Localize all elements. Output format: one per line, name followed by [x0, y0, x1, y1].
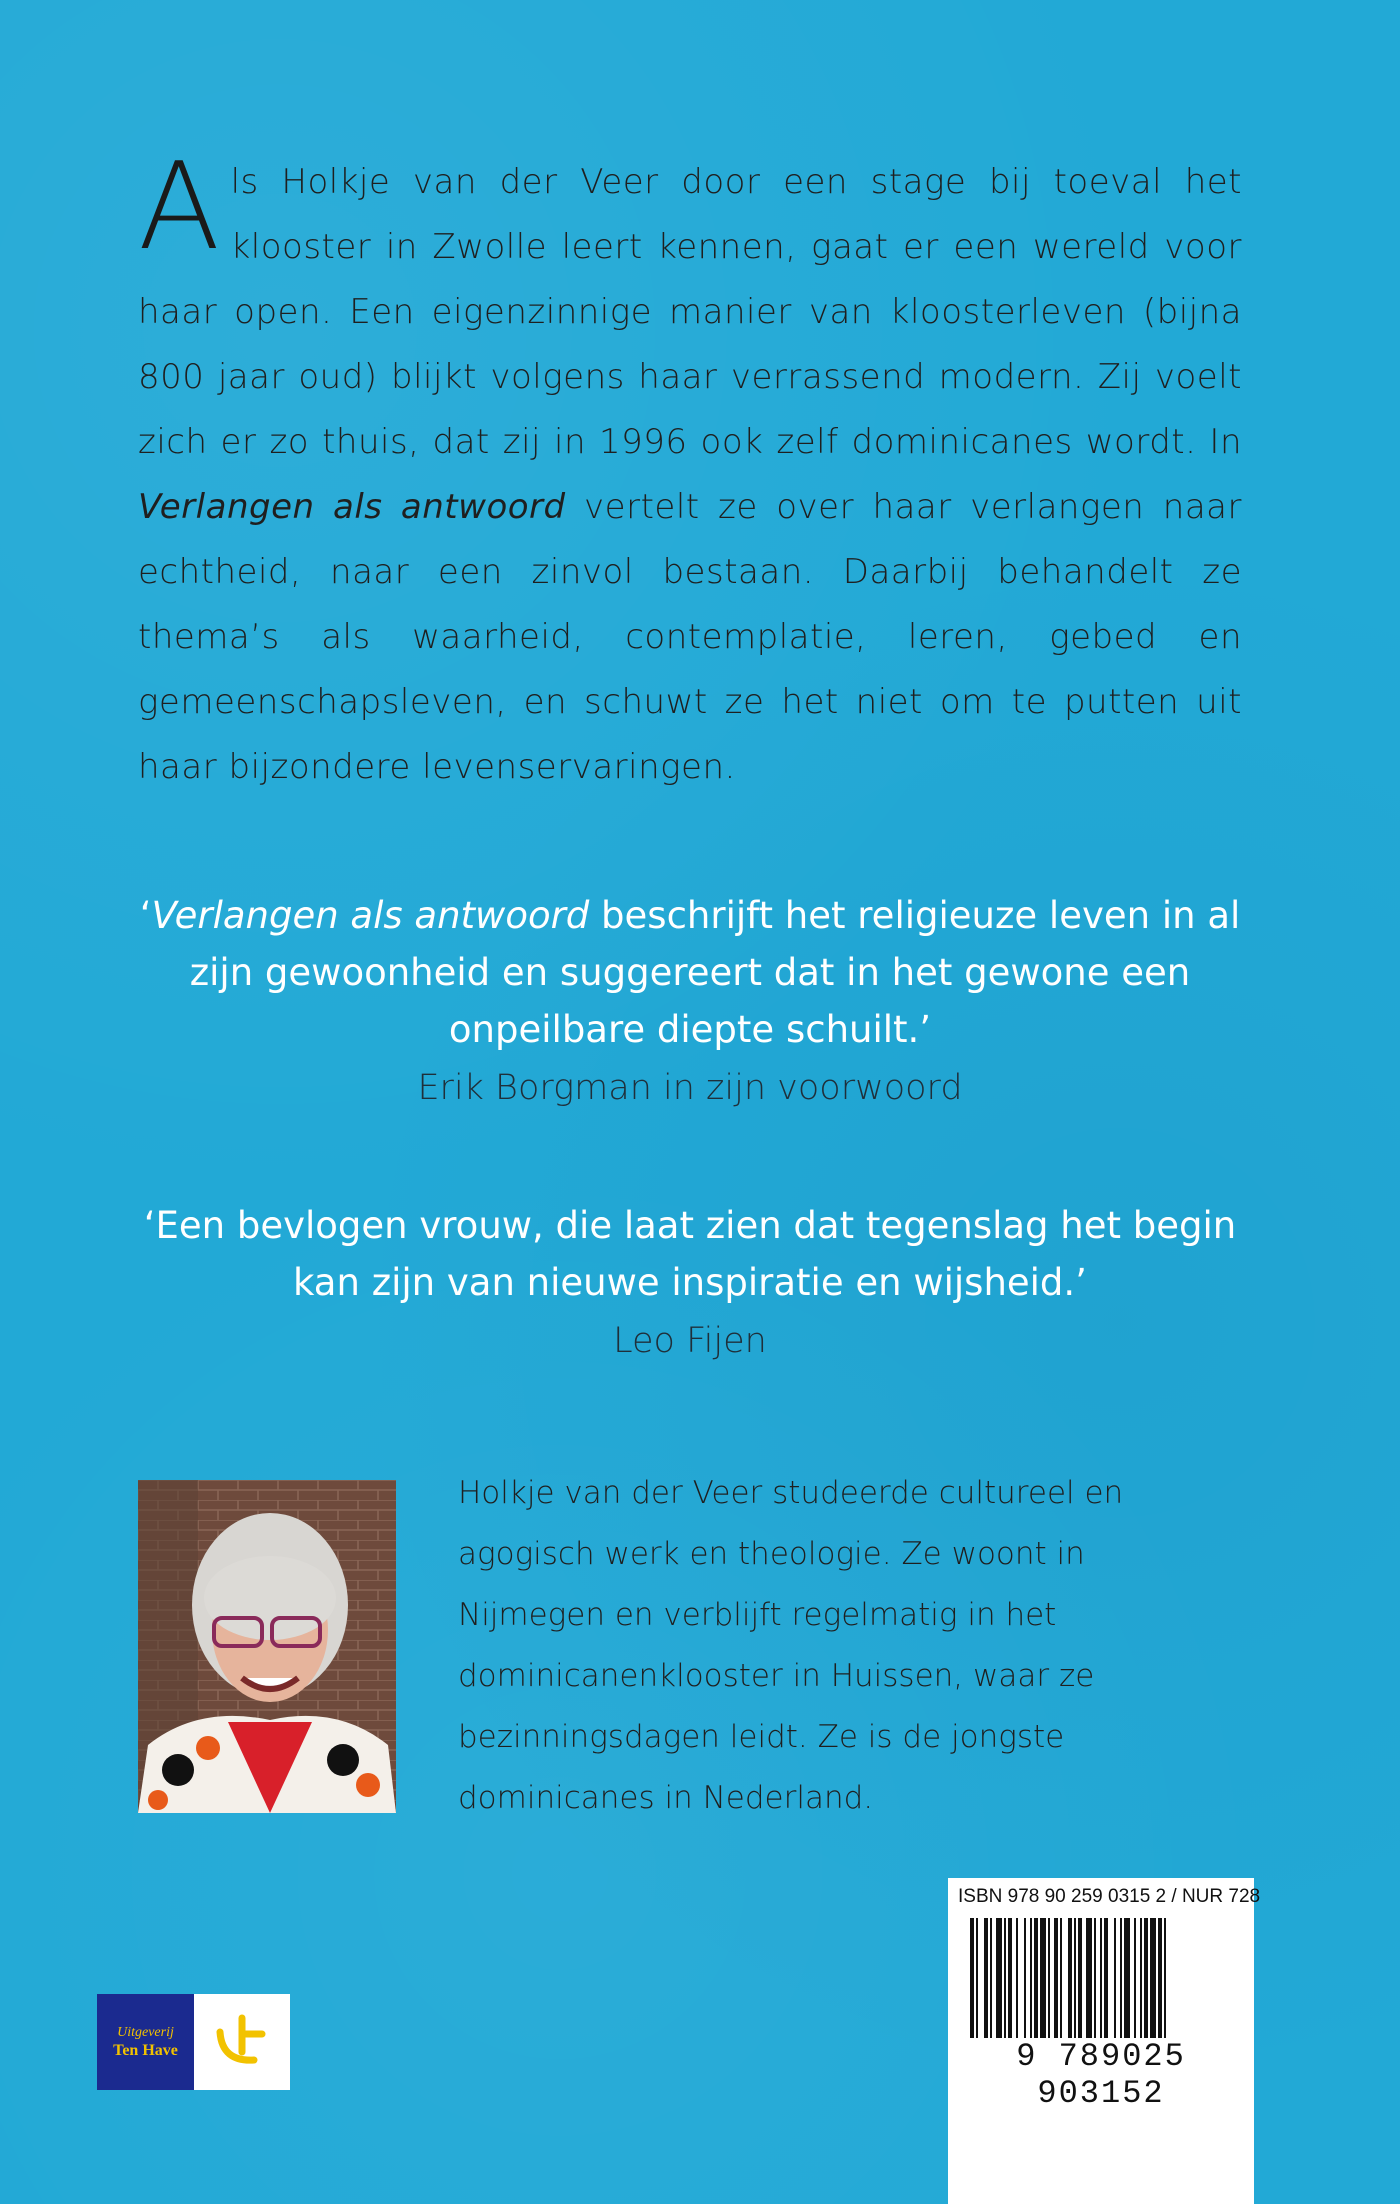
blurb-part-1: ls Holkje van der Veer door een stage bij toeval het klooster in Zwolle leert kennen, gaat er een wereld voor haar open. Een eigenzinnige manier van kloosterleven (bijna 800 jaar oud) blijkt volgens haar verrassend modern. Zij voelt zich er zo thuis, dat zij in 1996 ook zelf dominicanes wordt. In — [138, 162, 1242, 462]
publisher-name-block — [97, 1994, 194, 2090]
barcode-bar — [1024, 1918, 1026, 2038]
barcode-bar — [1086, 1918, 1092, 2038]
barcode-bar — [1134, 1918, 1136, 2038]
barcode-bar — [1120, 1918, 1122, 2038]
barcode-bar — [1094, 1918, 1096, 2038]
barcode-bar — [1060, 1918, 1062, 2038]
barcode-bar — [1150, 1918, 1156, 2038]
barcode-icon — [970, 1918, 1232, 2038]
quote-borgman-author: Erik Borgman in zijn voorwoord — [417, 1068, 963, 1108]
barcode-bar — [1074, 1918, 1076, 2038]
barcode-bar — [1100, 1918, 1102, 2038]
drop-cap: A — [138, 138, 221, 277]
barcode-bar — [1048, 1918, 1050, 2038]
barcode-bar — [984, 1918, 988, 2038]
author-photo — [138, 1480, 396, 1813]
quote-borgman-text: ‘Verlangen als antwoord beschrijft het religieuze leven in al zijn gewoonheid en suggereert dat in het gewone een onpeilbare diepte schuilt.’ — [139, 894, 1241, 1051]
quote-book-title: Verlangen als antwoord — [151, 894, 590, 937]
barcode-bar — [1124, 1918, 1130, 2038]
barcode-bar — [990, 1918, 992, 2038]
author-bio: Holkje van der Veer studeerde cultureel en agogisch werk en theologie. Ze woont in Nijmegen en verblijft regelmatig in het dominicanenklooster in Huissen, waar ze bezinningsdagen leidt. Ze is de jongste dominicanes in Nederland. — [458, 1475, 1124, 1816]
barcode-bar — [1104, 1918, 1108, 2038]
barcode-bar — [1114, 1918, 1116, 2038]
barcode-bar — [1034, 1918, 1038, 2038]
barcode-bar — [1078, 1918, 1082, 2038]
isbn-line: ISBN 978 90 259 0315 2 / NUR 728 — [958, 1886, 1261, 1907]
back-cover-blurb — [138, 138, 1242, 800]
barcode-bar — [1158, 1918, 1162, 2038]
quote-fijen-author: Leo Fijen — [613, 1321, 767, 1361]
publisher-line-2: Ten Have — [113, 2042, 178, 2059]
barcode-bar — [1144, 1918, 1148, 2038]
barcode-bar — [1164, 1918, 1166, 2038]
barcode-bar — [1016, 1918, 1018, 2038]
barcode-bar — [996, 1918, 1002, 2038]
blurb-book-title: Verlangen als antwoord — [138, 487, 566, 527]
barcode-bar — [1030, 1918, 1032, 2038]
barcode-box — [948, 1878, 1261, 2204]
author-photo-icon — [138, 1480, 396, 1813]
barcode-bar — [1140, 1918, 1142, 2038]
publisher-logo — [97, 1994, 290, 2090]
barcode-bar — [1040, 1918, 1046, 2038]
blurb-part-2: vertelt ze over haar verlangen naar echtheid, naar een zinvol bestaan. Daarbij behandelt ze thema’s als waarheid, contemplatie, leren, gebed en gemeenschapsleven, en schuwt ze het niet om te putten uit haar bijzondere levenservaringen. — [138, 487, 1242, 787]
barcode-bar — [976, 1918, 978, 2038]
publisher-line-1: Uitgeverij — [117, 2025, 174, 2040]
barcode-bar — [1008, 1918, 1012, 2038]
quote-borgman — [138, 887, 1242, 1118]
barcode-bar — [970, 1918, 974, 2038]
quote-fijen-text: ‘Een bevlogen vrouw, die laat zien dat tegenslag het begin kan zijn van nieuwe inspiratie en wijsheid.’ — [143, 1204, 1237, 1304]
barcode-bar — [1004, 1918, 1006, 2038]
barcode-digits: 9 789025 903152 — [1016, 2038, 1186, 2112]
ten-have-logo-icon — [194, 1994, 290, 2090]
barcode-bar — [1068, 1918, 1072, 2038]
barcode-bar — [1054, 1918, 1058, 2038]
quote-fijen — [138, 1197, 1242, 1371]
